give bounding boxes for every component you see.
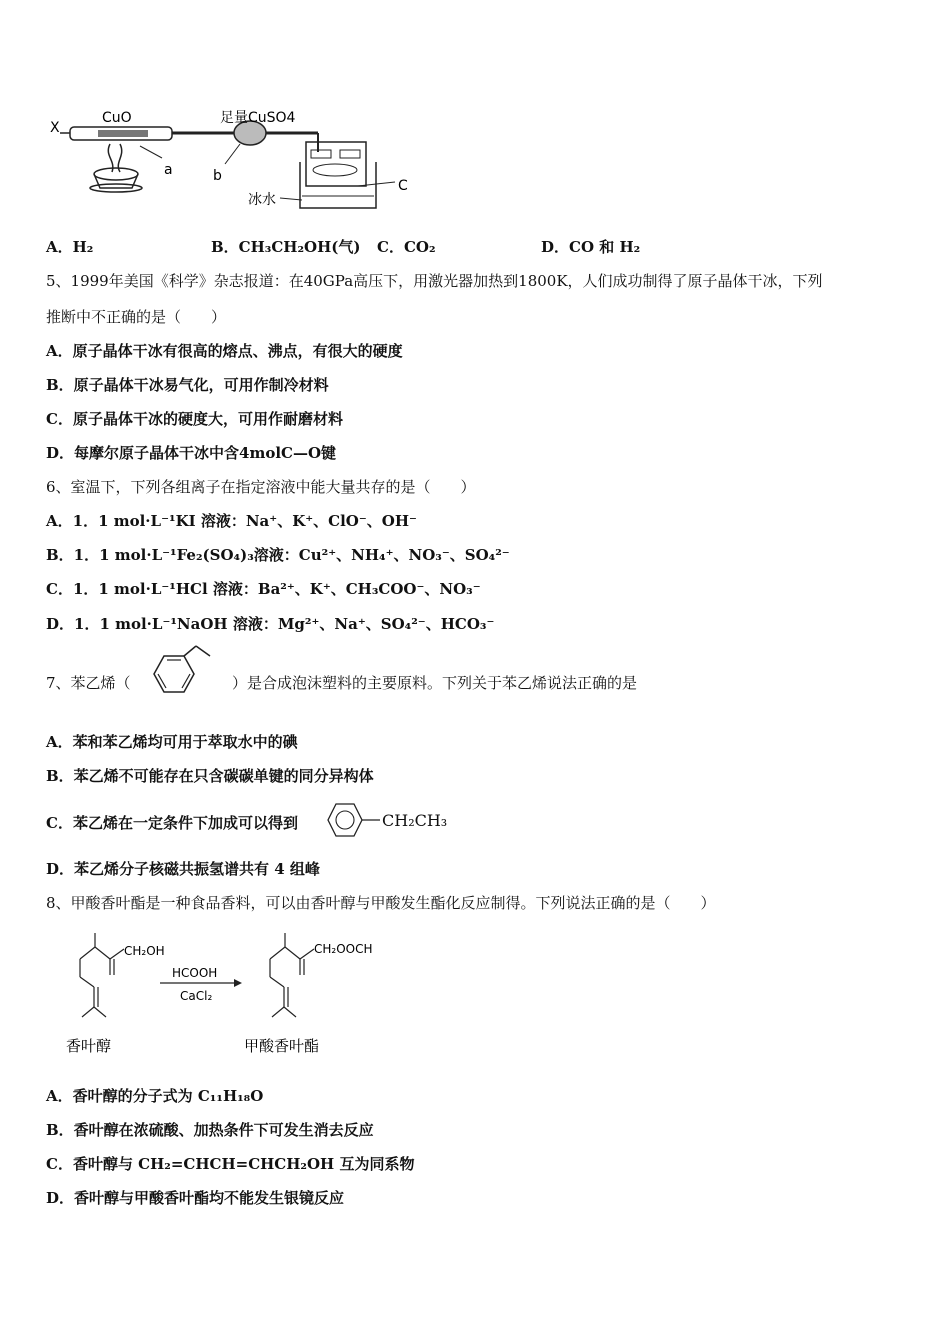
- q7-option-b[interactable]: B．苯乙烯不可能存在只含碳碳单键的同分异构体: [46, 767, 374, 785]
- q7-ethyl-group: CH₂CH₃: [382, 811, 448, 830]
- q6-option-a[interactable]: A．1．1 mol·L⁻¹KI 溶液：Na⁺、K⁺、ClO⁻、OH⁻: [46, 512, 417, 530]
- q7-option-c[interactable]: C．苯乙烯在一定条件下加成可以得到: [46, 814, 298, 832]
- geraniol-reaction-figure: [60, 925, 380, 1065]
- label-x: X: [50, 120, 60, 136]
- q4-option-d[interactable]: D．CO 和 H₂: [541, 238, 641, 256]
- q7-stem-pre: 7、苯乙烯（: [46, 674, 131, 692]
- q7-option-a[interactable]: A．苯和苯乙烯均可用于萃取水中的碘: [46, 733, 298, 751]
- q8-option-d[interactable]: D．香叶醇与甲酸香叶酯均不能发生银镜反应: [46, 1189, 345, 1207]
- label-a: a: [164, 162, 173, 178]
- q4-option-b[interactable]: B．CH₃CH₂OH(气): [211, 238, 361, 256]
- geraniol-group: CH₂OH: [124, 944, 165, 958]
- q5-stem-line1: 5、1999年美国《科学》杂志报道：在40GPa高压下，用激光器加热到1800K，人们成功制得了原子晶体干冰，下列: [46, 272, 823, 290]
- q5-stem-line2: 推断中不正确的是（ ）: [46, 308, 227, 326]
- label-ice-water: 冰水: [248, 192, 276, 208]
- label-cuo: CuO: [102, 110, 132, 126]
- apparatus-figure: [40, 100, 420, 220]
- q6-stem: 6、室温下，下列各组离子在指定溶液中能大量共存的是（ ）: [46, 478, 476, 496]
- q8-stem: 8、甲酸香叶酯是一种食品香料，可以由香叶醇与甲酸发生酯化反应制得。下列说法正确的是（ ）: [46, 894, 716, 912]
- reagent-cacl2: CaCl₂: [180, 989, 213, 1003]
- q5-option-c[interactable]: C．原子晶体干冰的硬度大，可用作耐磨材料: [46, 410, 343, 428]
- q4-option-a[interactable]: A．H₂: [46, 238, 94, 256]
- q8-option-b[interactable]: B．香叶醇在浓硫酸、加热条件下可发生消去反应: [46, 1121, 374, 1139]
- reagent-hcooh: HCOOH: [172, 966, 218, 980]
- styrene-structure: [138, 644, 218, 704]
- geranyl-formate-name: 甲酸香叶酯: [244, 1037, 320, 1055]
- q5-option-a[interactable]: A．原子晶体干冰有很高的熔点、沸点，有很大的硬度: [46, 342, 403, 360]
- formate-group: CH₂OOCH: [314, 942, 373, 956]
- q4-options: [0, 236, 950, 256]
- label-c: C: [398, 178, 408, 194]
- label-b: b: [213, 168, 222, 184]
- q6-option-c[interactable]: C．1．1 mol·L⁻¹HCl 溶液：Ba²⁺、K⁺、CH₃COO⁻、NO₃⁻: [46, 580, 481, 598]
- label-cuso4: 足量CuSO4: [220, 110, 296, 126]
- q6-option-d[interactable]: D．1．1 mol·L⁻¹NaOH 溶液：Mg²⁺、Na⁺、SO₄²⁻、HCO₃⁻: [46, 615, 495, 633]
- q5-option-b[interactable]: B．原子晶体干冰易气化，可用作制冷材料: [46, 376, 329, 394]
- q7-option-d[interactable]: D．苯乙烯分子核磁共振氢谱共有 4 组峰: [46, 860, 320, 878]
- q4-option-c[interactable]: C．CO₂: [377, 238, 436, 256]
- q8-option-c[interactable]: C．香叶醇与 CH₂=CHCH=CHCH₂OH 互为同系物: [46, 1155, 415, 1173]
- q7-stem-post: ）是合成泡沫塑料的主要原料。下列关于苯乙烯说法正确的是: [232, 674, 638, 692]
- ethylbenzene-structure: [322, 800, 382, 840]
- geraniol-name: 香叶醇: [66, 1037, 112, 1055]
- q8-option-a[interactable]: A．香叶醇的分子式为 C₁₁H₁₈O: [46, 1087, 264, 1105]
- q6-option-b[interactable]: B．1．1 mol·L⁻¹Fe₂(SO₄)₃溶液：Cu²⁺、NH₄⁺、NO₃⁻、SO₄²⁻: [46, 546, 510, 564]
- q5-option-d[interactable]: D．每摩尔原子晶体干冰中含4molC—O键: [46, 444, 337, 462]
